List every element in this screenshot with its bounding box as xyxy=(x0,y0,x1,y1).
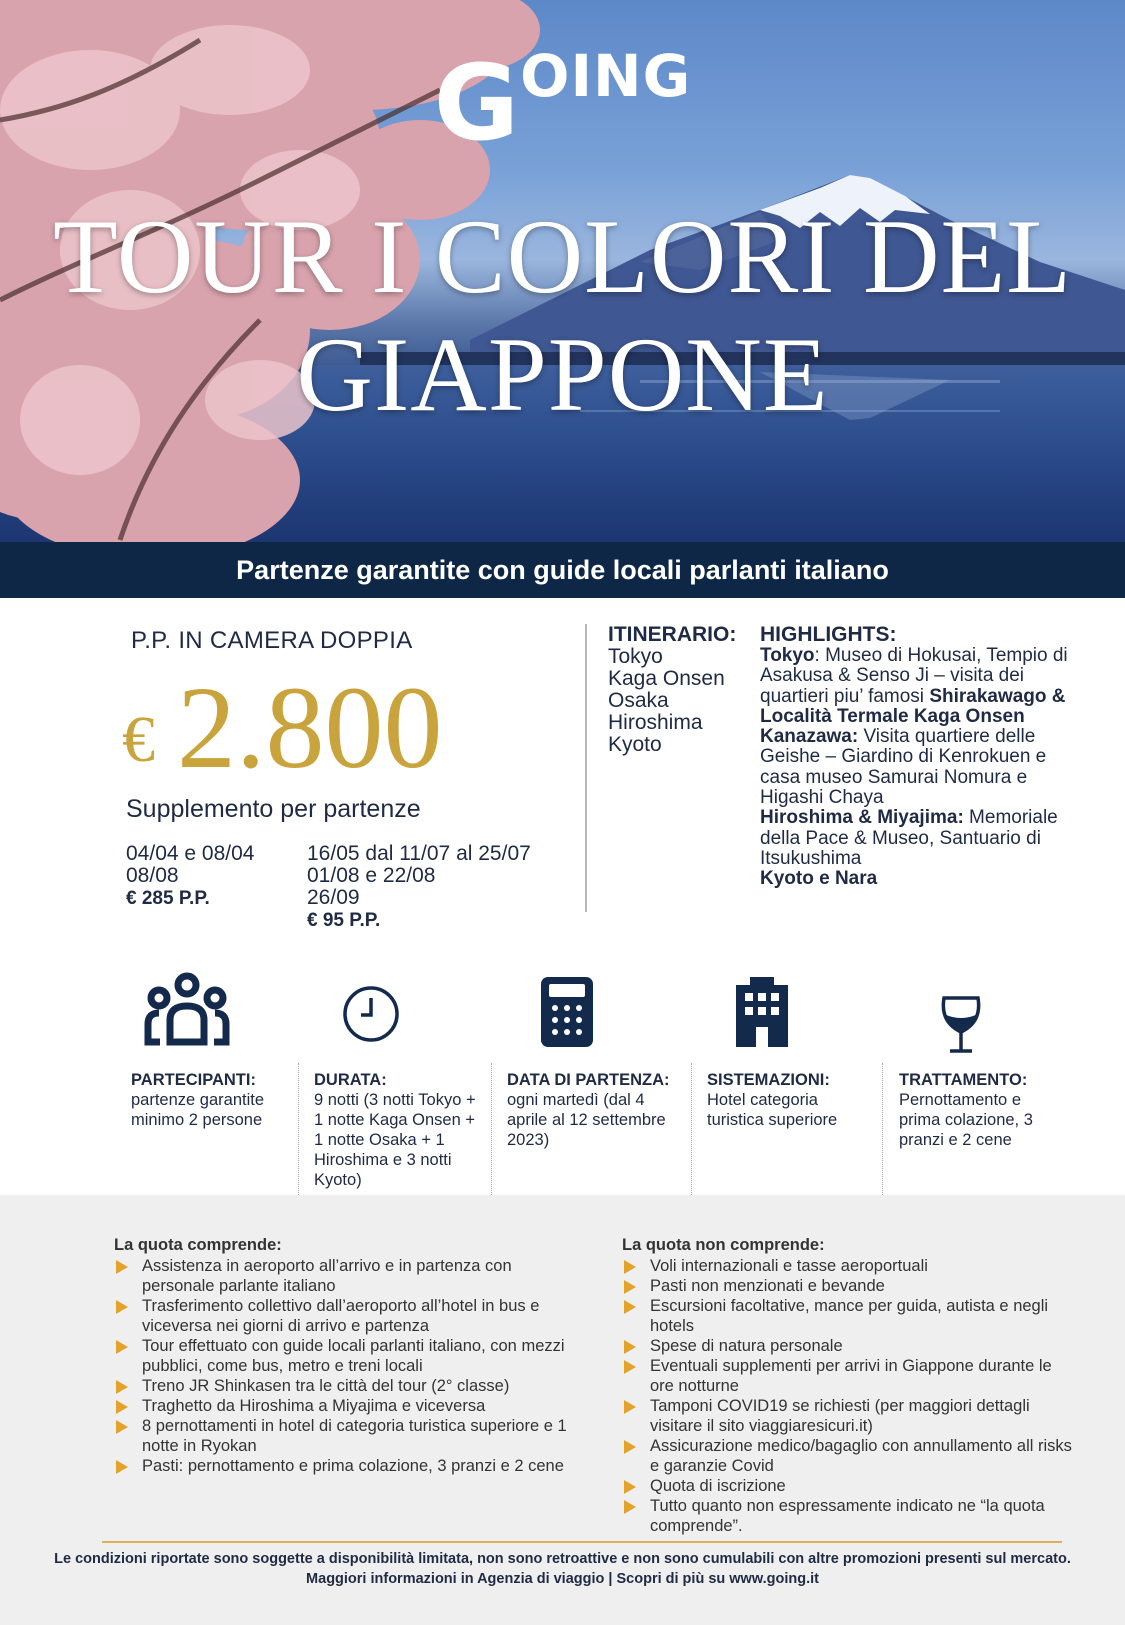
list-item: Eventuali supplementi per arrivi in Giappone durante le ore notturne xyxy=(622,1356,1072,1396)
hotel-building-icon xyxy=(732,975,792,1049)
itinerary-title: ITINERARIO: xyxy=(608,623,737,646)
guarantee-banner: Partenze garantite con guide locali parlanti italiano xyxy=(0,542,1125,598)
feature-title: PARTECIPANTI: xyxy=(131,1071,256,1089)
hero-image xyxy=(0,0,1125,542)
feature-departure xyxy=(507,1070,687,1150)
feature-text: partenze garantite minimo 2 persone xyxy=(131,1091,265,1129)
list-item: Pasti non menzionati e bevande xyxy=(622,1276,1072,1296)
supplement-price: € 285 P.P. xyxy=(126,888,210,909)
highlight-item: Hiroshima & Miyajima: Memoriale della Pace & Museo, Santuario di Itsukushima xyxy=(760,807,1058,869)
feature-text: Pernottamento e prima colazione, 3 pranzi e 2 cene xyxy=(899,1091,1033,1149)
disclaimer: Le condizioni riportate sono soggette a disponibilità limitata, non sono retroattive e non sono cumulabili con altre promozioni presenti sul mercato. xyxy=(54,1551,1071,1567)
highlights xyxy=(760,624,1090,890)
list-item: Tamponi COVID19 se richiesti (per maggiori dettagli visitare il sito viaggiaresicuri.it) xyxy=(622,1396,1072,1436)
list-item: Tutto quanto non espressamente indicato ne “la quota comprende”. xyxy=(622,1496,1072,1536)
list-item: Treno JR Shinkasen tra le città del tour (2° classe) xyxy=(114,1376,576,1396)
supplement-title: Supplemento per partenze xyxy=(126,795,421,823)
feature-title: DURATA: xyxy=(314,1071,387,1089)
price-amount: 2.800 xyxy=(177,662,443,793)
highlight-item: Tokyo: Museo di Hokusai, Tempio di Asakusa & Senso Ji – visita dei quartieri piu’ famosi Shirakawago & Località Termale Kaga Onsen xyxy=(760,645,1068,727)
wine-glass-icon xyxy=(936,994,986,1056)
dotted-divider xyxy=(882,1063,883,1213)
itinerary xyxy=(608,624,736,756)
supplement-dates: 04/04 e 08/04 xyxy=(126,842,255,865)
feature-board xyxy=(899,1070,1059,1150)
dotted-divider xyxy=(298,1063,299,1213)
feature-title: TRATTAMENTO: xyxy=(899,1071,1028,1089)
excludes-title: La quota non comprende: xyxy=(622,1236,825,1254)
supplement-price: € 95 P.P. xyxy=(307,910,381,931)
tour-title xyxy=(0,198,1125,434)
feature-duration xyxy=(314,1070,479,1190)
price-currency: € xyxy=(122,703,155,776)
agency-info-link[interactable]: Maggiori informazioni in Agenzia di viaggio | Scopri di più su www.going.it xyxy=(306,1571,819,1587)
feature-title: DATA DI PARTENZA: xyxy=(507,1071,670,1089)
list-item: 8 pernottamenti in hotel di categoria turistica superiore e 1 notte in Ryokan xyxy=(114,1416,576,1456)
itinerary-stop: Kaga Onsen xyxy=(608,667,725,690)
includes-list xyxy=(114,1256,576,1476)
includes-title: La quota comprende: xyxy=(114,1236,282,1254)
itinerary-stop: Kyoto xyxy=(608,733,662,756)
itinerary-stop: Hiroshima xyxy=(608,711,703,734)
dotted-divider xyxy=(491,1063,492,1213)
highlights-title: HIGHLIGHTS: xyxy=(760,623,897,646)
highlight-item: Kanazawa: Visita quartiere delle Geishe – Giardino di Kenrokuen e casa museo Samurai Nomura e Higashi Chaya xyxy=(760,726,1047,809)
feature-text: 9 notti (3 notti Tokyo + 1 notte Kaga Onsen + 1 notte Osaka + 1 Hiroshima e 3 notti Kyoto) xyxy=(314,1091,476,1189)
price xyxy=(122,660,443,796)
list-item: Assistenza in aeroporto all’arrivo e in partenza con personale parlante italiano xyxy=(114,1256,576,1296)
tour-title-line2: GIAPPONE xyxy=(296,316,829,433)
tour-title-line1: TOUR I COLORI DEL xyxy=(52,198,1073,315)
list-item: Spese di natura personale xyxy=(622,1336,1072,1356)
feature-text: ogni martedì (dal 4 aprile al 12 settembre 2023) xyxy=(507,1091,666,1149)
feature-participants xyxy=(131,1070,281,1130)
going-logo: GOING xyxy=(433,42,692,164)
people-icon xyxy=(142,972,232,1048)
list-item: Tour effettuato con guide locali parlanti italiano, con mezzi pubblici, come bus, metro e treni locali xyxy=(114,1336,576,1376)
list-item: Voli internazionali e tasse aeroportuali xyxy=(622,1256,1072,1276)
supplement-dates: 26/09 xyxy=(307,886,360,909)
calculator-icon xyxy=(539,975,595,1049)
list-item: Quota di iscrizione xyxy=(622,1476,1072,1496)
list-item: Trasferimento collettivo dall’aeroporto all’hotel in bus e viceversa nei giorni di arrivo e partenza xyxy=(114,1296,576,1336)
feature-text: Hotel categoria turistica superiore xyxy=(707,1091,838,1129)
vertical-divider xyxy=(585,624,587,912)
clock-icon xyxy=(341,984,401,1044)
supplement-dates: 01/08 e 22/08 xyxy=(307,864,436,887)
list-item: Pasti: pernottamento e prima colazione, 3 pranzi e 2 cene xyxy=(114,1456,576,1476)
supplement-dates: 08/08 xyxy=(126,864,179,887)
supplement-dates: 16/05 dal 11/07 al 25/07 xyxy=(307,842,531,865)
price-basis-label: P.P. IN CAMERA DOPPIA xyxy=(131,627,413,654)
itinerary-stop: Tokyo xyxy=(608,645,663,668)
supplement-group-2 xyxy=(307,843,531,932)
supplement-group-1 xyxy=(126,843,254,910)
list-item: Assicurazione medico/bagaglio con annullamento all risks e garanzie Covid xyxy=(622,1436,1072,1476)
gold-divider xyxy=(102,1541,1062,1543)
excludes-list xyxy=(622,1256,1072,1536)
feature-title: SISTEMAZIONI: xyxy=(707,1071,830,1089)
highlight-item: Kyoto e Nara xyxy=(760,868,878,890)
itinerary-stop: Osaka xyxy=(608,689,669,712)
dotted-divider xyxy=(691,1063,692,1213)
list-item: Traghetto da Hiroshima a Miyajima e viceversa xyxy=(114,1396,576,1416)
feature-accommodation xyxy=(707,1070,867,1130)
list-item: Escursioni facoltative, mance per guida, autista e negli hotels xyxy=(622,1296,1072,1336)
